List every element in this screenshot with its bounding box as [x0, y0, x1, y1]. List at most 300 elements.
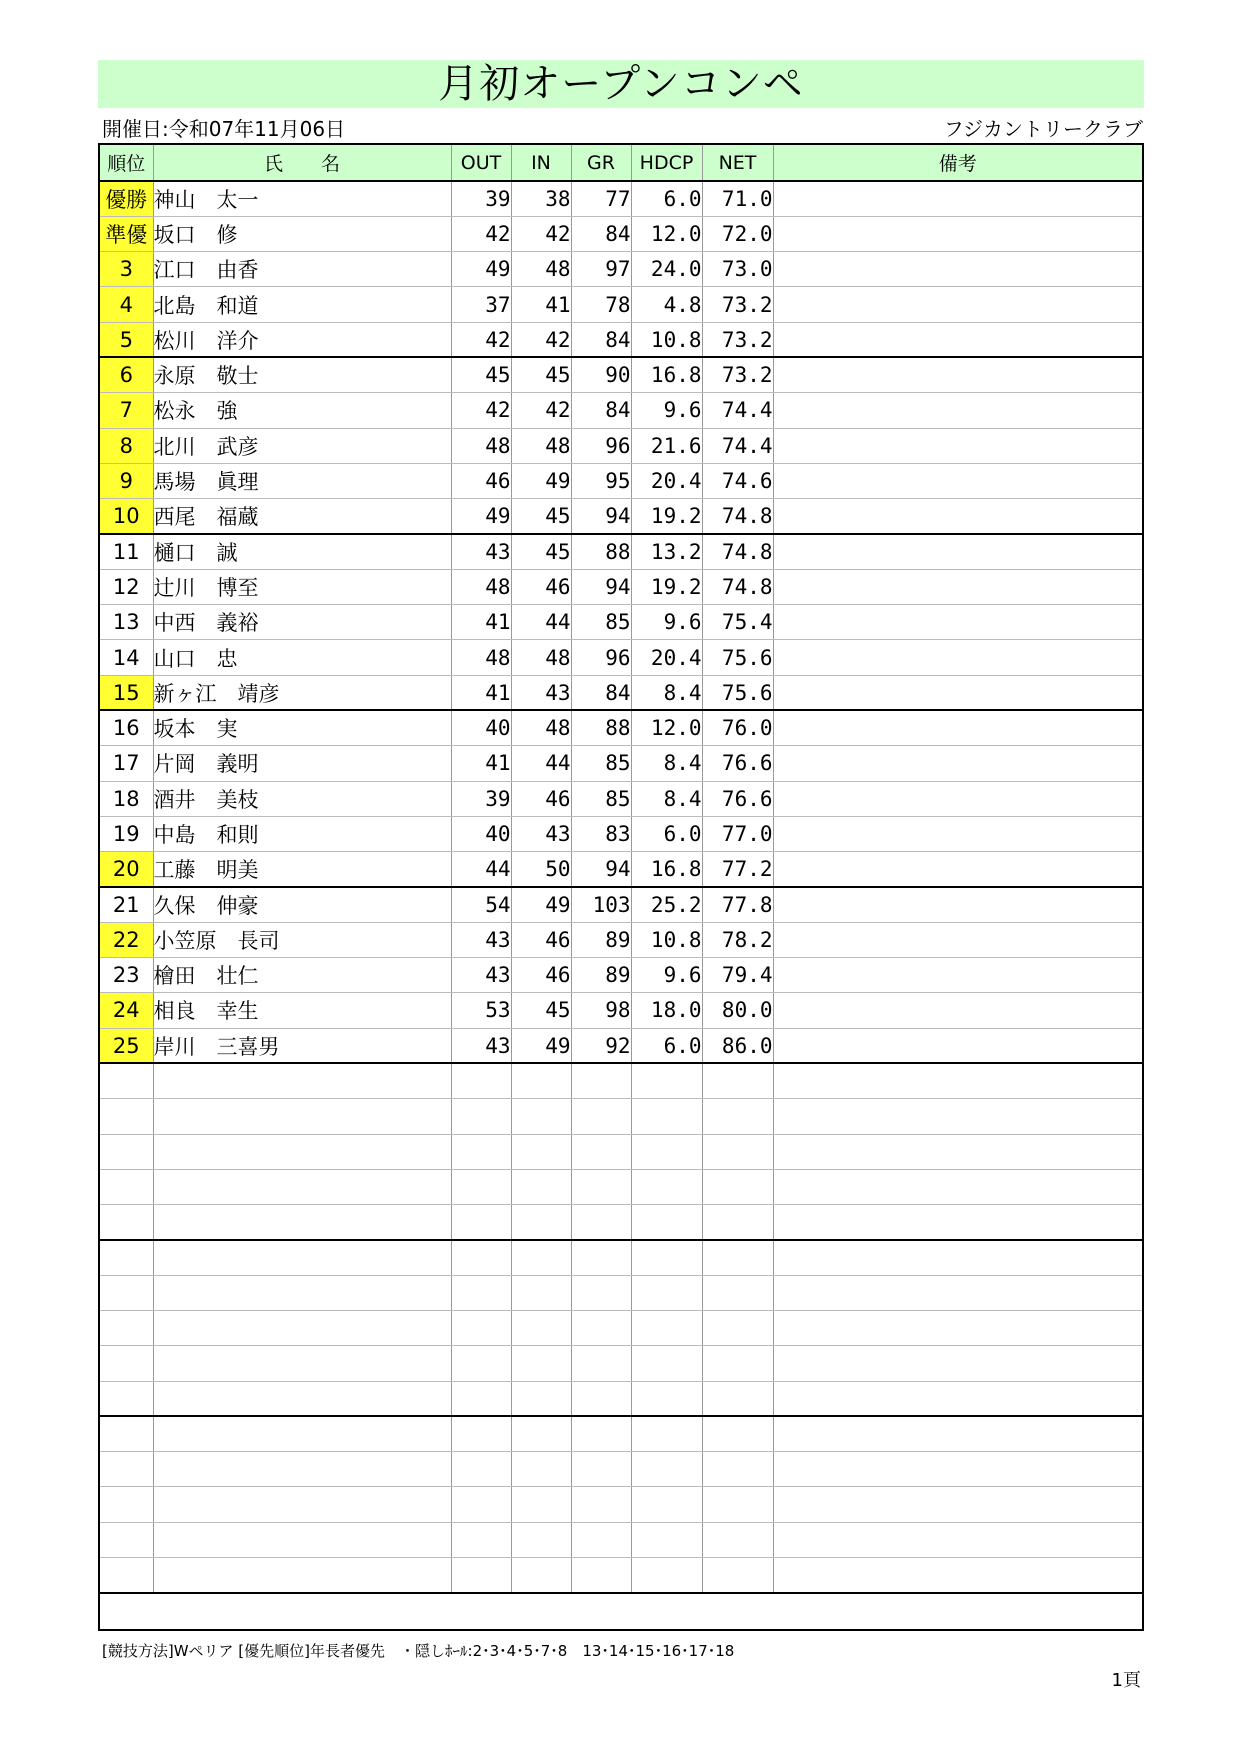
- cell-name: 片岡 義明: [153, 746, 451, 781]
- cell-out: 48: [451, 640, 511, 675]
- cell-hdcp: [631, 1381, 702, 1416]
- cell-hdcp: 25.2: [631, 887, 702, 922]
- cell-notes: [773, 393, 1142, 428]
- cell-in: 48: [511, 640, 571, 675]
- cell-name: 相良 幸生: [153, 993, 451, 1028]
- cell-net: 73.2: [702, 357, 773, 392]
- cell-hdcp: [631, 1275, 702, 1310]
- cell-in: 49: [511, 463, 571, 498]
- cell-name: [153, 1099, 451, 1134]
- cell-hdcp: [631, 1522, 702, 1557]
- cell-out: [451, 1275, 511, 1310]
- cell-rank: 18: [100, 781, 153, 816]
- table-row: [100, 216, 1142, 251]
- empty-row: [100, 1522, 1142, 1557]
- cell-rank: 5: [100, 322, 153, 357]
- cell-notes: [773, 1063, 1142, 1098]
- cell-name: 中島 和則: [153, 816, 451, 851]
- cell-net: [702, 1487, 773, 1522]
- cell-rank: 16: [100, 710, 153, 745]
- cell-gr: 84: [571, 322, 631, 357]
- cell-out: 41: [451, 605, 511, 640]
- cell-hdcp: 24.0: [631, 252, 702, 287]
- cell-notes: [773, 605, 1142, 640]
- cell-in: [511, 1240, 571, 1275]
- empty-row: [100, 1240, 1142, 1275]
- cell-in: [511, 1416, 571, 1451]
- cell-name: [153, 1487, 451, 1522]
- cell-out: 41: [451, 675, 511, 710]
- cell-rank: [100, 1063, 153, 1098]
- cell-name: [153, 1416, 451, 1451]
- cell-notes: [773, 534, 1142, 569]
- cell-name: 北島 和道: [153, 287, 451, 322]
- cell-hdcp: [631, 1240, 702, 1275]
- cell-rank: [100, 1134, 153, 1169]
- cell-out: 53: [451, 993, 511, 1028]
- cell-name: [153, 1134, 451, 1169]
- cell-notes: [773, 1275, 1142, 1310]
- cell-out: 43: [451, 534, 511, 569]
- cell-hdcp: 8.4: [631, 781, 702, 816]
- cell-name: 坂口 修: [153, 216, 451, 251]
- cell-in: 38: [511, 181, 571, 216]
- cell-name: 久保 伸豪: [153, 887, 451, 922]
- cell-net: [702, 1063, 773, 1098]
- table-row: [100, 534, 1142, 569]
- cell-net: 76.6: [702, 746, 773, 781]
- cell-name: [153, 1522, 451, 1557]
- cell-gr: 85: [571, 605, 631, 640]
- page-number: 1頁: [1111, 1670, 1141, 1691]
- cell-out: [451, 1311, 511, 1346]
- cell-notes: [773, 993, 1142, 1028]
- cell-gr: 96: [571, 640, 631, 675]
- cell-net: 75.6: [702, 640, 773, 675]
- cell-hdcp: [631, 1063, 702, 1098]
- cell-notes: [773, 499, 1142, 534]
- cell-hdcp: 19.2: [631, 499, 702, 534]
- cell-gr: 96: [571, 428, 631, 463]
- cell-net: [702, 1169, 773, 1204]
- cell-rank: [100, 1416, 153, 1451]
- cell-in: 42: [511, 216, 571, 251]
- cell-in: [511, 1275, 571, 1310]
- cell-hdcp: 10.8: [631, 322, 702, 357]
- cell-in: [511, 1487, 571, 1522]
- cell-name: 松永 強: [153, 393, 451, 428]
- cell-hdcp: 16.8: [631, 852, 702, 887]
- cell-net: 80.0: [702, 993, 773, 1028]
- cell-in: 45: [511, 357, 571, 392]
- cell-rank: [100, 1311, 153, 1346]
- cell-gr: 94: [571, 852, 631, 887]
- cell-gr: [571, 1275, 631, 1310]
- header-notes: 備考: [773, 145, 1142, 181]
- cell-name: 工藤 明美: [153, 852, 451, 887]
- cell-gr: 97: [571, 252, 631, 287]
- cell-net: [702, 1346, 773, 1381]
- cell-notes: [773, 781, 1142, 816]
- cell-rank: 19: [100, 816, 153, 851]
- cell-hdcp: 18.0: [631, 993, 702, 1028]
- cell-hdcp: 20.4: [631, 463, 702, 498]
- cell-hdcp: [631, 1134, 702, 1169]
- table-row: [100, 393, 1142, 428]
- cell-rank: 20: [100, 852, 153, 887]
- table-row: [100, 499, 1142, 534]
- cell-notes: [773, 887, 1142, 922]
- cell-hdcp: 13.2: [631, 534, 702, 569]
- cell-rank: 4: [100, 287, 153, 322]
- cell-rank: [100, 1452, 153, 1487]
- cell-net: 76.0: [702, 710, 773, 745]
- cell-out: [451, 1099, 511, 1134]
- cell-name: [153, 1452, 451, 1487]
- cell-in: [511, 1558, 571, 1593]
- cell-name: [153, 1063, 451, 1098]
- cell-net: 74.6: [702, 463, 773, 498]
- cell-hdcp: 12.0: [631, 710, 702, 745]
- cell-net: 76.6: [702, 781, 773, 816]
- cell-hdcp: 9.6: [631, 958, 702, 993]
- cell-hdcp: [631, 1416, 702, 1451]
- cell-notes: [773, 1028, 1142, 1063]
- empty-row: [100, 1452, 1142, 1487]
- cell-notes: [773, 463, 1142, 498]
- cell-notes: [773, 1487, 1142, 1522]
- cell-name: 西尾 福蔵: [153, 499, 451, 534]
- cell-net: [702, 1134, 773, 1169]
- cell-name: [153, 1240, 451, 1275]
- cell-out: 42: [451, 322, 511, 357]
- cell-hdcp: [631, 1311, 702, 1346]
- cell-net: 74.8: [702, 534, 773, 569]
- cell-rank: 7: [100, 393, 153, 428]
- cell-gr: [571, 1240, 631, 1275]
- cell-out: [451, 1240, 511, 1275]
- table-row: [100, 322, 1142, 357]
- cell-in: [511, 1205, 571, 1240]
- cell-out: 43: [451, 1028, 511, 1063]
- cell-name: 神山 太一: [153, 181, 451, 216]
- cell-net: 73.2: [702, 287, 773, 322]
- cell-hdcp: 8.4: [631, 675, 702, 710]
- cell-hdcp: 19.2: [631, 569, 702, 604]
- cell-net: 73.2: [702, 322, 773, 357]
- cell-name: [153, 1311, 451, 1346]
- cell-rank: 10: [100, 499, 153, 534]
- cell-name: [153, 1381, 451, 1416]
- cell-net: 74.4: [702, 428, 773, 463]
- empty-row: [100, 1346, 1142, 1381]
- cell-in: 50: [511, 852, 571, 887]
- cell-gr: [571, 1346, 631, 1381]
- cell-rank: [100, 1205, 153, 1240]
- cell-notes: [773, 852, 1142, 887]
- table-row: [100, 993, 1142, 1028]
- cell-name: 樋口 誠: [153, 534, 451, 569]
- table-row: [100, 675, 1142, 710]
- cell-in: 48: [511, 710, 571, 745]
- cell-notes: [773, 1452, 1142, 1487]
- header-net: NET: [702, 145, 773, 181]
- cell-net: 86.0: [702, 1028, 773, 1063]
- cell-hdcp: [631, 1558, 702, 1593]
- cell-out: 39: [451, 781, 511, 816]
- cell-out: 37: [451, 287, 511, 322]
- cell-rank: 9: [100, 463, 153, 498]
- cell-net: [702, 1381, 773, 1416]
- cell-in: 41: [511, 287, 571, 322]
- cell-notes: [773, 816, 1142, 851]
- event-date: 開催日:令和07年11月06日: [102, 117, 346, 141]
- cell-notes: [773, 958, 1142, 993]
- cell-notes: [773, 746, 1142, 781]
- cell-rank: 3: [100, 252, 153, 287]
- cell-in: 46: [511, 958, 571, 993]
- cell-gr: [571, 1099, 631, 1134]
- cell-rank: 8: [100, 428, 153, 463]
- cell-net: 74.4: [702, 393, 773, 428]
- cell-name: 中西 義裕: [153, 605, 451, 640]
- cell-gr: [571, 1205, 631, 1240]
- table-row: [100, 887, 1142, 922]
- cell-gr: 85: [571, 781, 631, 816]
- table-row: [100, 252, 1142, 287]
- cell-name: 檜田 壮仁: [153, 958, 451, 993]
- cell-notes: [773, 675, 1142, 710]
- empty-row: [100, 1558, 1142, 1593]
- cell-gr: [571, 1063, 631, 1098]
- cell-net: [702, 1240, 773, 1275]
- cell-out: 48: [451, 428, 511, 463]
- table-row: [100, 605, 1142, 640]
- cell-out: 40: [451, 816, 511, 851]
- cell-gr: 98: [571, 993, 631, 1028]
- cell-gr: 95: [571, 463, 631, 498]
- cell-in: 48: [511, 428, 571, 463]
- cell-notes: [773, 1346, 1142, 1381]
- cell-hdcp: [631, 1487, 702, 1522]
- table-row: [100, 569, 1142, 604]
- cell-out: [451, 1169, 511, 1204]
- cell-gr: 84: [571, 675, 631, 710]
- cell-rank: [100, 1381, 153, 1416]
- cell-hdcp: 12.0: [631, 216, 702, 251]
- cell-name: 岸川 三喜男: [153, 1028, 451, 1063]
- cell-name: 坂本 実: [153, 710, 451, 745]
- cell-gr: [571, 1134, 631, 1169]
- page-title: 月初オープンコンペ: [438, 61, 804, 107]
- cell-in: 42: [511, 322, 571, 357]
- cell-in: [511, 1169, 571, 1204]
- cell-rank: 6: [100, 357, 153, 392]
- cell-in: 44: [511, 605, 571, 640]
- empty-row: [100, 1381, 1142, 1416]
- cell-gr: [571, 1381, 631, 1416]
- cell-gr: 90: [571, 357, 631, 392]
- results-body: [100, 181, 1142, 1593]
- cell-out: [451, 1558, 511, 1593]
- empty-row: [100, 1311, 1142, 1346]
- cell-name: 馬場 眞理: [153, 463, 451, 498]
- cell-notes: [773, 428, 1142, 463]
- cell-net: 72.0: [702, 216, 773, 251]
- cell-out: [451, 1416, 511, 1451]
- cell-name: 酒井 美枝: [153, 781, 451, 816]
- cell-hdcp: 4.8: [631, 287, 702, 322]
- cell-rank: [100, 1099, 153, 1134]
- cell-notes: [773, 640, 1142, 675]
- cell-gr: 77: [571, 181, 631, 216]
- table-row: [100, 958, 1142, 993]
- cell-in: 46: [511, 569, 571, 604]
- cell-out: 42: [451, 393, 511, 428]
- cell-hdcp: [631, 1099, 702, 1134]
- title-bar: [98, 60, 1144, 108]
- cell-in: [511, 1522, 571, 1557]
- cell-out: [451, 1063, 511, 1098]
- empty-row: [100, 1205, 1142, 1240]
- header-name: 氏 名: [153, 145, 451, 181]
- cell-in: 42: [511, 393, 571, 428]
- cell-net: [702, 1452, 773, 1487]
- cell-rank: 優勝: [100, 181, 153, 216]
- table-row: [100, 922, 1142, 957]
- cell-name: [153, 1558, 451, 1593]
- cell-net: 75.6: [702, 675, 773, 710]
- cell-gr: [571, 1558, 631, 1593]
- cell-rank: 17: [100, 746, 153, 781]
- cell-notes: [773, 710, 1142, 745]
- cell-out: 43: [451, 922, 511, 957]
- cell-in: [511, 1452, 571, 1487]
- cell-out: [451, 1522, 511, 1557]
- table-row: [100, 852, 1142, 887]
- cell-name: 江口 由香: [153, 252, 451, 287]
- cell-notes: [773, 1522, 1142, 1557]
- cell-notes: [773, 1134, 1142, 1169]
- cell-in: [511, 1311, 571, 1346]
- cell-name: [153, 1169, 451, 1204]
- cell-net: 77.0: [702, 816, 773, 851]
- cell-out: 48: [451, 569, 511, 604]
- cell-hdcp: [631, 1205, 702, 1240]
- empty-row: [100, 1416, 1142, 1451]
- cell-rank: [100, 1558, 153, 1593]
- cell-hdcp: 10.8: [631, 922, 702, 957]
- competition-note: [競技方法]Wペリア [優先順位]年長者優先 ・隠しﾎｰﾙ:2･3･4･5･7･8 13･14･15･16･17･18: [102, 1642, 735, 1660]
- cell-gr: 85: [571, 746, 631, 781]
- cell-hdcp: [631, 1346, 702, 1381]
- empty-row: [100, 1063, 1142, 1098]
- table-row: [100, 816, 1142, 851]
- cell-notes: [773, 287, 1142, 322]
- cell-gr: 92: [571, 1028, 631, 1063]
- cell-name: 永原 敬士: [153, 357, 451, 392]
- club-name: フジカントリークラブ: [943, 117, 1143, 141]
- cell-hdcp: [631, 1169, 702, 1204]
- cell-notes: [773, 569, 1142, 604]
- header-row: [100, 145, 1142, 181]
- cell-rank: 13: [100, 605, 153, 640]
- cell-net: [702, 1275, 773, 1310]
- cell-hdcp: [631, 1452, 702, 1487]
- cell-rank: [100, 1169, 153, 1204]
- cell-net: 77.8: [702, 887, 773, 922]
- cell-out: [451, 1381, 511, 1416]
- cell-notes: [773, 922, 1142, 957]
- cell-gr: 89: [571, 922, 631, 957]
- table-row: [100, 357, 1142, 392]
- cell-hdcp: 8.4: [631, 746, 702, 781]
- table-row: [100, 746, 1142, 781]
- cell-hdcp: 21.6: [631, 428, 702, 463]
- cell-in: 49: [511, 887, 571, 922]
- cell-net: 74.8: [702, 499, 773, 534]
- cell-out: 49: [451, 252, 511, 287]
- cell-out: [451, 1487, 511, 1522]
- cell-gr: 89: [571, 958, 631, 993]
- cell-rank: 24: [100, 993, 153, 1028]
- cell-rank: 12: [100, 569, 153, 604]
- cell-gr: 94: [571, 499, 631, 534]
- cell-in: 44: [511, 746, 571, 781]
- header-in: IN: [511, 145, 571, 181]
- cell-rank: 準優: [100, 216, 153, 251]
- cell-notes: [773, 1099, 1142, 1134]
- cell-hdcp: 9.6: [631, 393, 702, 428]
- cell-notes: [773, 322, 1142, 357]
- cell-hdcp: 16.8: [631, 357, 702, 392]
- cell-out: 43: [451, 958, 511, 993]
- cell-gr: 84: [571, 393, 631, 428]
- cell-name: 辻川 博至: [153, 569, 451, 604]
- cell-in: [511, 1063, 571, 1098]
- cell-name: 松川 洋介: [153, 322, 451, 357]
- cell-rank: 15: [100, 675, 153, 710]
- cell-name: 小笠原 長司: [153, 922, 451, 957]
- cell-gr: 103: [571, 887, 631, 922]
- cell-rank: [100, 1487, 153, 1522]
- cell-net: 74.8: [702, 569, 773, 604]
- cell-notes: [773, 1205, 1142, 1240]
- cell-gr: [571, 1416, 631, 1451]
- empty-row: [100, 1169, 1142, 1204]
- cell-out: [451, 1205, 511, 1240]
- cell-gr: 78: [571, 287, 631, 322]
- cell-in: 43: [511, 816, 571, 851]
- cell-in: 48: [511, 252, 571, 287]
- cell-out: 46: [451, 463, 511, 498]
- cell-net: 75.4: [702, 605, 773, 640]
- cell-hdcp: 20.4: [631, 640, 702, 675]
- cell-rank: [100, 1240, 153, 1275]
- cell-notes: [773, 252, 1142, 287]
- cell-gr: [571, 1452, 631, 1487]
- cell-in: 43: [511, 675, 571, 710]
- cell-rank: [100, 1275, 153, 1310]
- cell-name: [153, 1275, 451, 1310]
- cell-rank: 22: [100, 922, 153, 957]
- cell-notes: [773, 216, 1142, 251]
- cell-gr: 83: [571, 816, 631, 851]
- cell-rank: [100, 1522, 153, 1557]
- cell-notes: [773, 357, 1142, 392]
- cell-net: 71.0: [702, 181, 773, 216]
- cell-gr: [571, 1169, 631, 1204]
